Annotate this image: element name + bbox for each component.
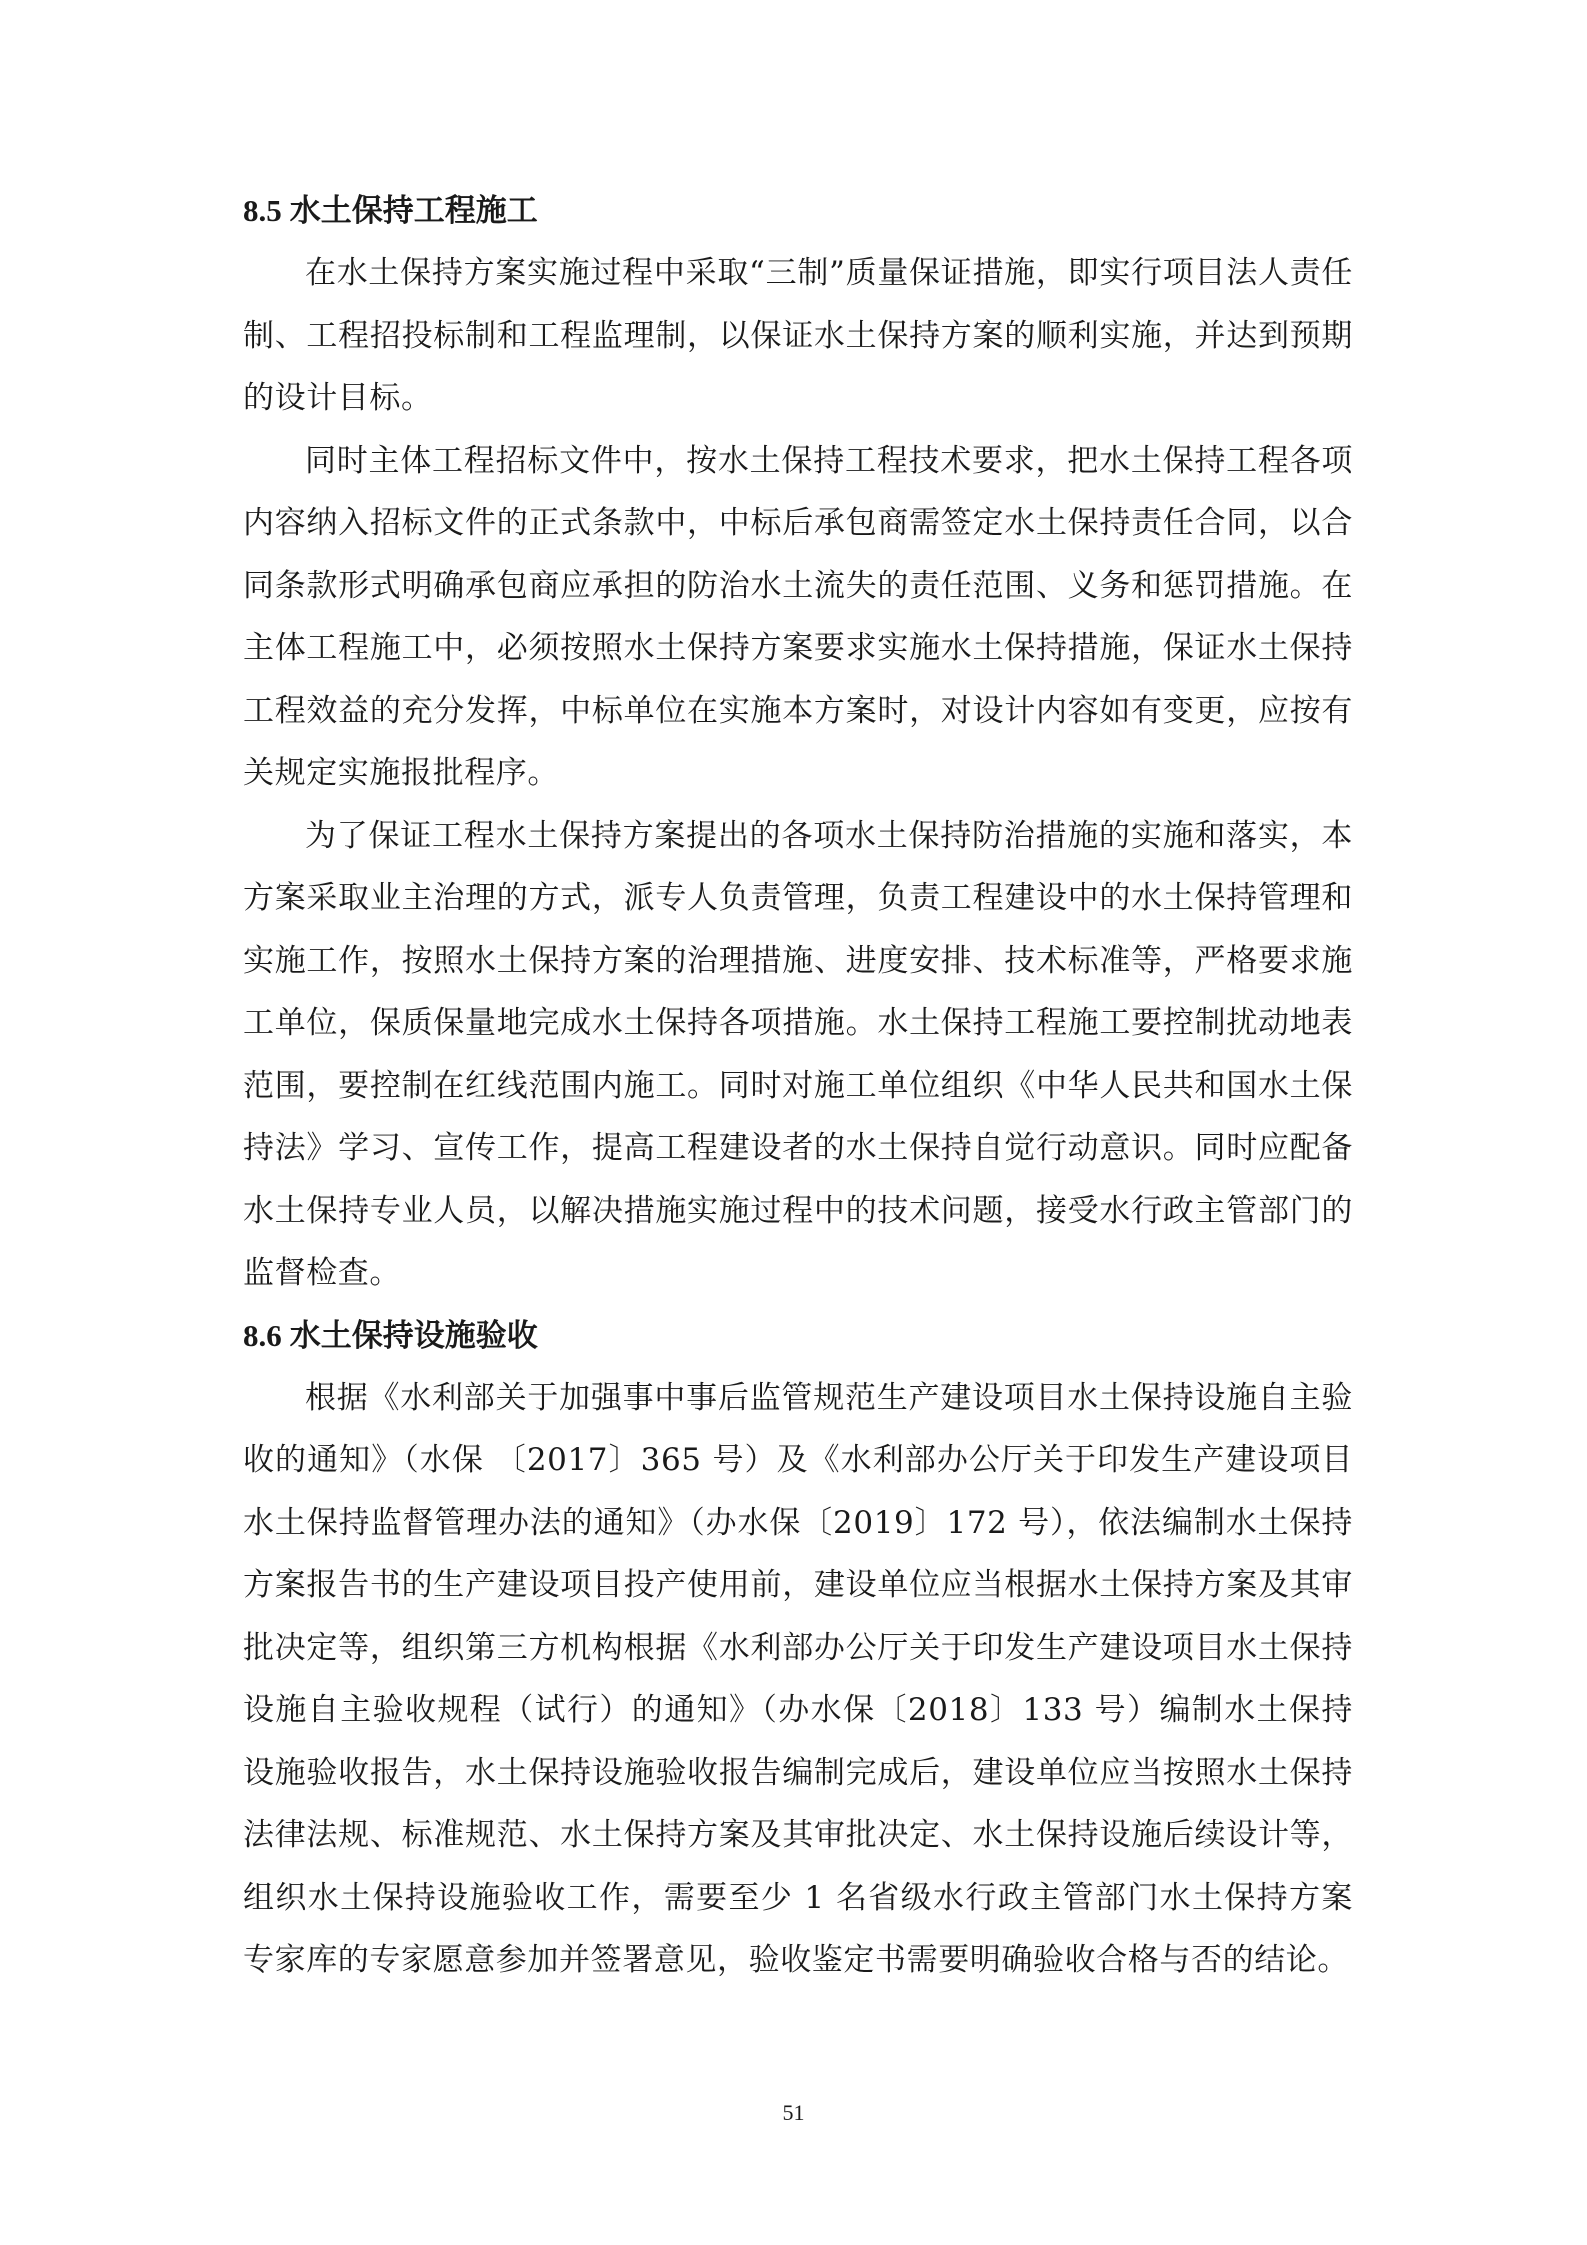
page-number: 51 bbox=[782, 2100, 805, 2125]
paragraph: 根据《水利部关于加强事中事后监管规范生产建设项目水土保持设施自主验收的通知》（水保 〔2017〕365 号）及《水利部办公厅关于印发生产建设项目水土保持监督管理办法的通知》（办水保〔2019〕172 号），依法编制水土保持方案报告书的生产建设项目投产使用前，建设单位应当根据水土保持方案及其审批决定等，组织第三方机构根据《水利部办公厅关于印发生产建设项目水土保持设施自主验收规程（试行）的通知》（办水保〔2018〕133 号）编制水土保持设施验收报告，水土保持设施验收报告编制完成后，建设单位应当按照水土保持法律法规、标准规范、水土保持方案及其审批决定、水土保持设施后续设计等，组织水土保持设施验收工作，需要至少 1 名省级水行政主管部门水土保持方案专家库的专家愿意参加并签署意见，验收鉴定书需要明确验收合格与否的结论。 bbox=[243, 1379, 1353, 1978]
section-number: 8.5 bbox=[243, 193, 282, 228]
paragraph: 为了保证工程水土保持方案提出的各项水土保持防治措施的实施和落实，本方案采取业主治理的方式，派专人负责管理，负责工程建设中的水土保持管理和实施工作，按照水土保持方案的治理措施、进度安排、技术标准等，严格要求施工单位，保质保量地完成水土保持各项措施。水土保持工程施工要控制扰动地表范围，要控制在红线范围内施工。同时对施工单位组织《中华人民共和国水土保持法》学习、宣传工作，提高工程建设者的水土保持自觉行动意识。同时应配备水土保持专业人员，以解决措施实施过程中的技术问题，接受水行政主管部门的监督检查。 bbox=[243, 817, 1353, 1291]
section-title: 水土保持工程施工 bbox=[289, 193, 538, 229]
section-title: 水土保持设施验收 bbox=[289, 1317, 538, 1354]
paragraph: 同时主体工程招标文件中，按水土保持工程技术要求，把水土保持工程各项内容纳入招标文件的正式条款中，中标后承包商需签定水土保持责任合同，以合同条款形式明确承包商应承担的防治水土流失的责任范围、义务和惩罚措施。在主体工程施工中，必须按照水土保持方案要求实施水土保持措施，保证水土保持工程效益的充分发挥，中标单位在实施本方案时，对设计内容如有变更，应按有关规定实施报批程序。 bbox=[243, 442, 1353, 791]
document-page bbox=[243, 180, 1353, 1992]
section-heading-8-6 bbox=[243, 1305, 1353, 1367]
paragraph: 在水土保持方案实施过程中采取“三制”质量保证措施，即实行项目法人责任制、工程招投标制和工程监理制，以保证水土保持方案的顺利实施，并达到预期的设计目标。 bbox=[243, 255, 1353, 416]
section-heading-8-5 bbox=[243, 180, 1353, 242]
section-number: 8.6 bbox=[243, 1317, 282, 1353]
